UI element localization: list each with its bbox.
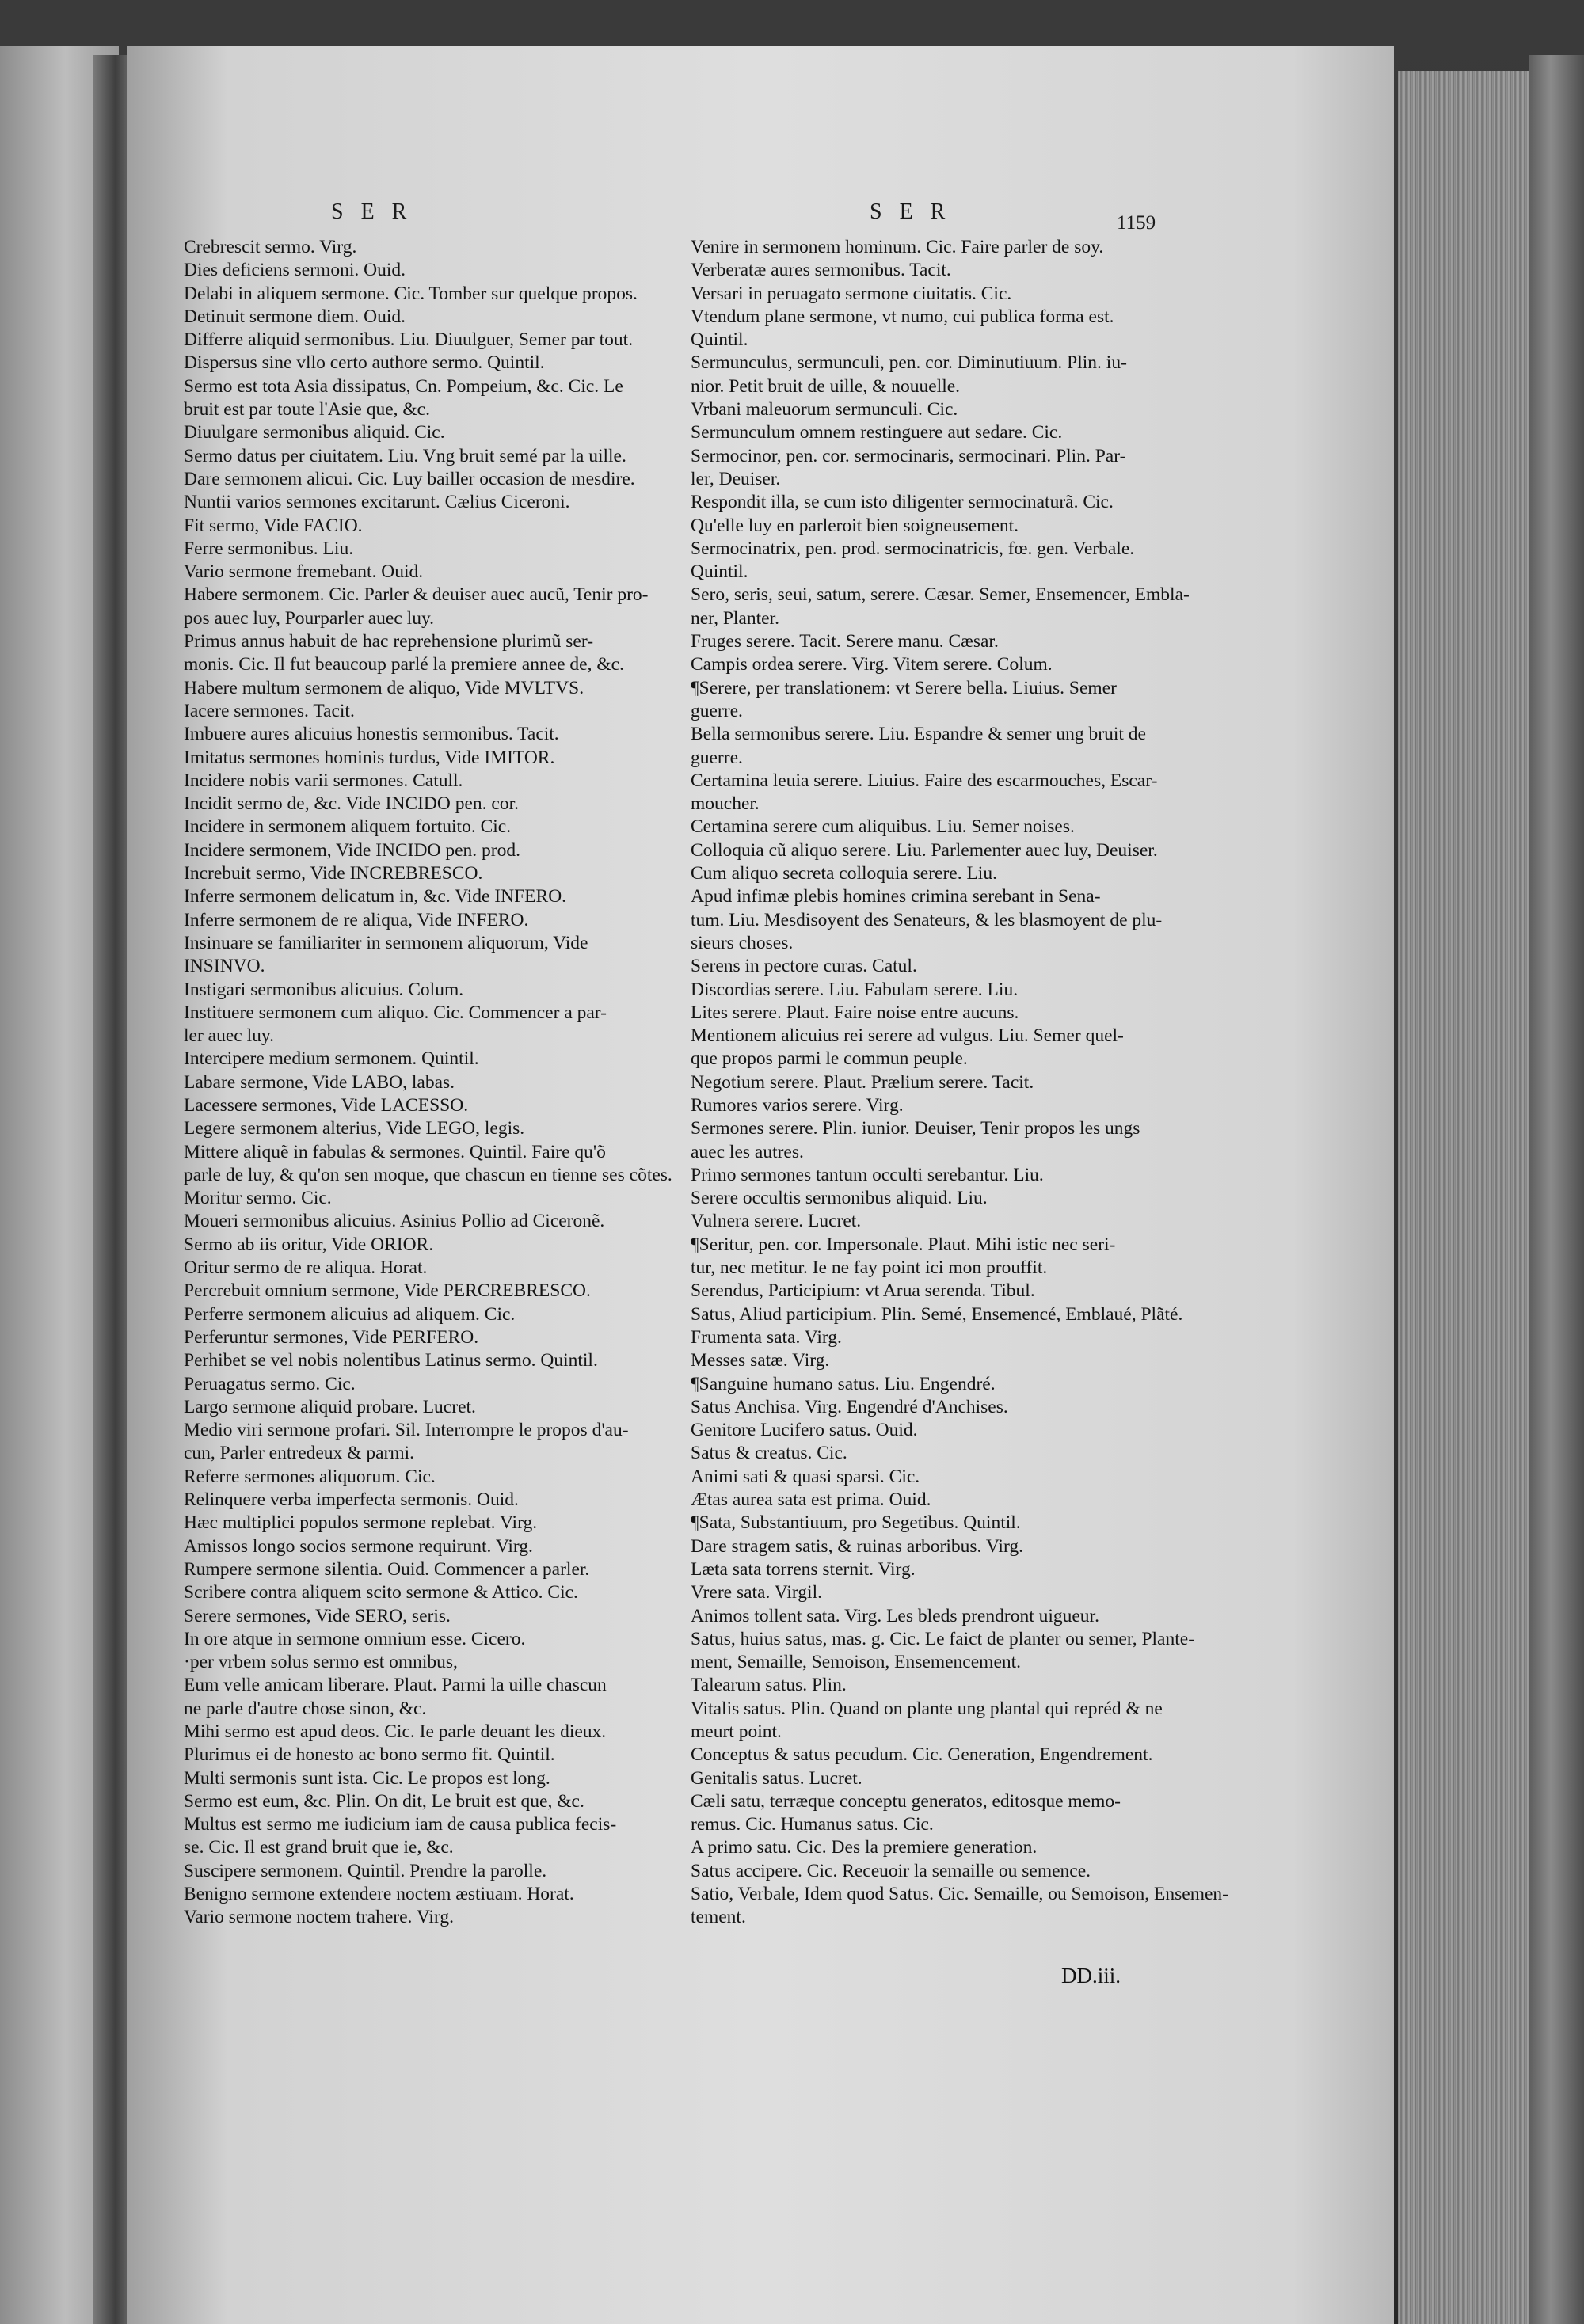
dictionary-line: Serens in pectore curas. Catul.: [691, 956, 917, 977]
dictionary-line: Conceptus & satus pecudum. Cic. Generation, Engendrement.: [691, 1744, 1153, 1766]
dictionary-line: Eum velle amicam liberare. Plaut. Parmi la uille chascun: [184, 1675, 607, 1696]
dictionary-line: Ferre sermonibus. Liu.: [184, 538, 354, 559]
dictionary-line: Moueri sermonibus alicuius. Asinius Pollio ad Ciceronẽ.: [184, 1211, 605, 1232]
dictionary-line: Medio viri sermone profari. Sil. Interrompre le propos d'au-: [184, 1420, 629, 1441]
signature-mark: DD.iii.: [1061, 1964, 1121, 1987]
dictionary-line: Perferre sermonem alicuius ad aliquem. Cic.: [184, 1303, 516, 1325]
dictionary-line: tum. Liu. Mesdisoyent des Senateurs, & les blasmoyent de plu-: [691, 909, 1163, 930]
dictionary-line: Vitalis satus. Plin. Quand on plante ung plantal qui repréd & ne: [691, 1698, 1163, 1719]
dictionary-line: ment, Semaille, Semoison, Ensemencement.: [691, 1652, 1022, 1673]
dictionary-line: Genitore Lucifero satus. Ouid.: [691, 1420, 918, 1441]
dictionary-line: Sermo est tota Asia dissipatus, Cn. Pompeium, &c. Cic. Le: [184, 375, 623, 397]
dictionary-line: Satus & creatus. Cic.: [691, 1443, 847, 1464]
dictionary-line: Percrebuit omnium sermone, Vide PERCREBRESCO.: [184, 1280, 591, 1302]
running-head-right: SER: [870, 200, 963, 224]
dictionary-line: Qu'elle luy en parleroit bien soigneusement.: [691, 515, 1019, 536]
dictionary-line: Serere sermones, Vide SERO, seris.: [184, 1605, 451, 1626]
dictionary-line: Primus annus habuit de hac reprehensione plurimũ ser-: [184, 631, 594, 652]
dictionary-line: Multus est sermo me iudicium iam de causa publica fecis-: [184, 1814, 617, 1835]
dictionary-line: Dies deficiens sermoni. Ouid.: [184, 260, 406, 281]
dictionary-line: Peruagatus sermo. Cic.: [184, 1373, 356, 1394]
dictionary-line: ler auec luy.: [184, 1025, 274, 1047]
dictionary-line: Mittere aliquẽ in fabulas & sermones. Quintil. Faire qu'õ: [184, 1141, 606, 1162]
left-column: [184, 236, 672, 1930]
dictionary-line: Iacere sermones. Tacit.: [184, 700, 355, 721]
dictionary-line: Sero, seris, seui, satum, serere. Cæsar. Semer, Ensemencer, Embla-: [691, 584, 1190, 606]
dictionary-line: Mentionem alicuius rei serere ad vulgus. Liu. Semer quel-: [691, 1025, 1124, 1047]
dictionary-line: Perferuntur sermones, Vide PERFERO.: [184, 1326, 479, 1348]
dictionary-line: Intercipere medium sermonem. Quintil.: [184, 1048, 479, 1070]
dictionary-line: Læta sata torrens sternit. Virg.: [691, 1558, 916, 1580]
dictionary-line: Inferre sermonem delicatum in, &c. Vide INFERO.: [184, 886, 567, 907]
dictionary-line: INSINVO.: [184, 956, 265, 977]
dictionary-line: Habere multum sermonem de aliquo, Vide MVLTVS.: [184, 677, 584, 698]
dictionary-line: moucher.: [691, 793, 760, 815]
dictionary-line: Habere sermonem. Cic. Parler & deuiser auec aucũ, Tenir pro-: [184, 584, 649, 606]
dictionary-line: Lites serere. Plaut. Faire noise entre aucuns.: [691, 1002, 1019, 1023]
dictionary-line: Hæc multiplici populos sermone replebat. Virg.: [184, 1512, 538, 1534]
dictionary-line: ne parle d'autre chose sinon, &c.: [184, 1698, 427, 1719]
dictionary-line: Fit sermo, Vide FACIO.: [184, 515, 363, 536]
dictionary-line: Animos tollent sata. Virg. Les bleds prendront uigueur.: [691, 1605, 1099, 1626]
dictionary-line: Benigno sermone extendere noctem æstiuam. Horat.: [184, 1884, 574, 1905]
dictionary-line: Serendus, Participium: vt Arua serenda. Tibul.: [691, 1280, 1035, 1302]
dictionary-line: Vario sermone fremebant. Ouid.: [184, 561, 424, 583]
dictionary-line: Satus, Aliud participium. Plin. Semé, Ensemencé, Emblaué, Plãté.: [691, 1303, 1183, 1325]
dictionary-line: pos auec luy, Pourparler auec luy.: [184, 607, 435, 629]
dictionary-line: Genitalis satus. Lucret.: [691, 1767, 862, 1789]
running-head-left: SER: [331, 200, 425, 224]
dictionary-line: Dispersus sine vllo certo authore sermo. Quintil.: [184, 352, 545, 374]
dictionary-line: Talearum satus. Plin.: [691, 1675, 847, 1696]
dictionary-line: Imitatus sermones hominis turdus, Vide IMITOR.: [184, 747, 555, 768]
dictionary-line: Cum aliquo secreta colloquia serere. Liu.: [691, 863, 997, 884]
dictionary-line: Perhibet se vel nobis nolentibus Latinus sermo. Quintil.: [184, 1350, 598, 1371]
dictionary-line: se. Cic. Il est grand bruit que ie, &c.: [184, 1837, 454, 1858]
dictionary-line: sieurs choses.: [691, 932, 794, 953]
dictionary-line: ler, Deuiser.: [691, 468, 781, 489]
dictionary-line: Quintil.: [691, 561, 748, 583]
dictionary-line: Frumenta sata. Virg.: [691, 1326, 842, 1348]
page-number: 1159: [1117, 212, 1156, 234]
dictionary-line: Sermones serere. Plin. iunior. Deuiser, Tenir propos les ungs: [691, 1118, 1140, 1139]
dictionary-line: Negotium serere. Plaut. Prælium serere. Tacit.: [691, 1071, 1034, 1093]
dictionary-line: Legere sermonem alterius, Vide LEGO, legis.: [184, 1118, 525, 1139]
dictionary-line: nior. Petit bruit de uille, & nouuelle.: [691, 375, 961, 397]
dictionary-line: Certamina leuia serere. Liuius. Faire des escarmouches, Escar-: [691, 770, 1158, 791]
dictionary-line: Quintil.: [691, 329, 748, 351]
dictionary-line: Instituere sermonem cum aliquo. Cic. Commencer a par-: [184, 1002, 607, 1023]
dictionary-line: Sermo datus per ciuitatem. Liu. Vng bruit semé par la uille.: [184, 445, 626, 466]
dictionary-line: Colloquia cũ aliquo serere. Liu. Parlementer auec luy, Deuiser.: [691, 839, 1158, 861]
dictionary-line: bruit est par toute l'Asie que, &c.: [184, 399, 430, 420]
dictionary-line: Satio, Verbale, Idem quod Satus. Cic. Semaille, ou Semoison, Ensemen-: [691, 1884, 1229, 1905]
dictionary-line: Vulnera serere. Lucret.: [691, 1211, 862, 1232]
dictionary-line: Differre aliquid sermonibus. Liu. Diuulguer, Semer par tout.: [184, 329, 634, 351]
dictionary-line: Vrbani maleuorum sermunculi. Cic.: [691, 399, 958, 420]
dictionary-line: Sermunculum omnem restinguere aut sedare. Cic.: [691, 422, 1063, 443]
dictionary-line: Imbuere aures alicuius honestis sermonibus. Tacit.: [184, 724, 559, 745]
dictionary-line: Venire in sermonem hominum. Cic. Faire parler de soy.: [691, 237, 1104, 257]
dictionary-line: Respondit illa, se cum isto diligenter sermocinaturã. Cic.: [691, 492, 1114, 513]
dictionary-line: Sermo est eum, &c. Plin. On dit, Le bruit est que, &c.: [184, 1790, 584, 1812]
dictionary-line: Discordias serere. Liu. Fabulam serere. Liu.: [691, 979, 1019, 1000]
dictionary-line: Sermunculus, sermunculi, pen. cor. Diminutiuum. Plin. iu-: [691, 352, 1127, 374]
right-column: [691, 236, 1229, 1930]
dictionary-line: Oritur sermo de re aliqua. Horat.: [184, 1257, 428, 1279]
dictionary-line: Increbuit sermo, Vide INCREBRESCO.: [184, 863, 483, 884]
dictionary-line: Fruges serere. Tacit. Serere manu. Cæsar.: [691, 631, 999, 652]
dictionary-line: Labare sermone, Vide LABO, labas.: [184, 1071, 455, 1093]
dictionary-line: Mihi sermo est apud deos. Cic. Ie parle deuant les dieux.: [184, 1721, 607, 1742]
dictionary-line: Insinuare se familiariter in sermonem aliquorum, Vide: [184, 932, 588, 953]
dictionary-line: Diuulgare sermonibus aliquid. Cic.: [184, 422, 445, 443]
dictionary-line: Crebrescit sermo. Virg.: [184, 237, 357, 257]
book-cover-board: [1529, 55, 1584, 2324]
dictionary-line: Suscipere sermonem. Quintil. Prendre la parolle.: [184, 1860, 547, 1881]
dictionary-line: ¶Seritur, pen. cor. Impersonale. Plaut. Mihi istic nec seri-: [691, 1234, 1116, 1255]
dictionary-line: Messes satæ. Virg.: [691, 1350, 830, 1371]
dictionary-line: Dare sermonem alicui. Cic. Luy bailler occasion de mesdire.: [184, 468, 635, 489]
dictionary-line: Vtendum plane sermone, vt numo, cui publica forma est.: [691, 306, 1114, 327]
dictionary-line: que propos parmi le commun peuple.: [691, 1048, 968, 1070]
dictionary-line: Sermocinatrix, pen. prod. sermocinatricis, fœ. gen. Verbale.: [691, 538, 1135, 559]
dictionary-line: ¶Serere, per translationem: vt Serere bella. Liuius. Semer: [691, 677, 1117, 698]
dictionary-line: ner, Planter.: [691, 607, 779, 629]
dictionary-line: cun, Parler entredeux & parmi.: [184, 1443, 415, 1464]
dictionary-line: Instigari sermonibus alicuius. Colum.: [184, 979, 464, 1000]
dictionary-line: Vrere sata. Virgil.: [691, 1582, 822, 1603]
dictionary-line: Campis ordea serere. Virg. Vitem serere. Colum.: [691, 654, 1053, 675]
dictionary-line: Rumpere sermone silentia. Ouid. Commencer a parler.: [184, 1558, 590, 1580]
dictionary-line: Sermocinor, pen. cor. sermocinaris, sermocinari. Plin. Par-: [691, 445, 1126, 466]
dictionary-line: Cæli satu, terræque conceptu generatos, editosque memo-: [691, 1790, 1121, 1812]
dictionary-line: Versari in peruagato sermone ciuitatis. Cic.: [691, 283, 1012, 304]
dictionary-line: Animi sati & quasi sparsi. Cic.: [691, 1466, 920, 1487]
dictionary-line: Satus, huius satus, mas. g. Cic. Le faict de planter ou semer, Plante-: [691, 1628, 1195, 1649]
dictionary-line: Referre sermones aliquorum. Cic.: [184, 1466, 436, 1487]
dictionary-line: Verberatæ aures sermonibus. Tacit.: [691, 260, 951, 281]
dictionary-line: Amissos longo socios sermone requirunt. Virg.: [184, 1535, 533, 1557]
dictionary-line: parle de luy, & qu'on sen moque, que chascun en tienne ses cõtes.: [184, 1164, 672, 1185]
dictionary-line: ¶Sanguine humano satus. Liu. Engendré.: [691, 1373, 996, 1394]
dictionary-line: Incidere in sermonem aliquem fortuito. Cic.: [184, 816, 512, 838]
dictionary-line: Moritur sermo. Cic.: [184, 1188, 332, 1209]
dictionary-line: Satus accipere. Cic. Receuoir la semaille ou semence.: [691, 1860, 1091, 1881]
dictionary-line: Sermo ab iis oritur, Vide ORIOR.: [184, 1234, 434, 1255]
dictionary-line: In ore atque in sermone omnium esse. Cicero.: [184, 1628, 526, 1649]
dictionary-line: Primo sermones tantum occulti serebantur. Liu.: [691, 1164, 1044, 1185]
dictionary-line: Incidere sermonem, Vide INCIDO pen. prod.: [184, 839, 520, 861]
dictionary-line: Serere occultis sermonibus aliquid. Liu.: [691, 1188, 988, 1209]
dictionary-line: Incidere nobis varii sermones. Catull.: [184, 770, 463, 791]
dictionary-line: Relinquere verba imperfecta sermonis. Ouid.: [184, 1489, 519, 1511]
dictionary-line: ¶Sata, Substantiuum, pro Segetibus. Quintil.: [691, 1512, 1021, 1534]
dictionary-line: guerre.: [691, 747, 743, 768]
dictionary-line: Ætas aurea sata est prima. Ouid.: [691, 1489, 931, 1511]
dictionary-line: Inferre sermonem de re aliqua, Vide INFERO.: [184, 909, 529, 930]
dictionary-line: Detinuit sermone diem. Ouid.: [184, 306, 406, 327]
dictionary-line: Scribere contra aliquem scito sermone & Attico. Cic.: [184, 1582, 578, 1603]
dictionary-line: monis. Cic. Il fut beaucoup parlé la premiere annee de, &c.: [184, 654, 624, 675]
dictionary-line: Certamina serere cum aliquibus. Liu. Semer noises.: [691, 816, 1075, 838]
dictionary-line: ·per vrbem solus sermo est omnibus,: [184, 1652, 458, 1673]
dictionary-line: Rumores varios serere. Virg.: [691, 1094, 904, 1116]
dictionary-line: Satus Anchisa. Virg. Engendré d'Anchises.: [691, 1396, 1008, 1417]
dictionary-line: Nuntii varios sermones excitarunt. Cælius Ciceroni.: [184, 492, 570, 513]
dictionary-line: Largo sermone aliquid probare. Lucret.: [184, 1396, 476, 1417]
dictionary-line: Multi sermonis sunt ista. Cic. Le propos est long.: [184, 1767, 550, 1789]
dictionary-line: auec les autres.: [691, 1141, 804, 1162]
dictionary-line: Incidit sermo de, &c. Vide INCIDO pen. cor.: [184, 793, 520, 815]
dictionary-line: meurt point.: [691, 1721, 782, 1742]
dictionary-line: Bella sermonibus serere. Liu. Espandre & semer ung bruit de: [691, 724, 1146, 745]
dictionary-line: Apud infimæ plebis homines crimina serebant in Sena-: [691, 886, 1101, 907]
dictionary-line: tur, nec metitur. Ie ne fay point ici mon prouffit.: [691, 1257, 1048, 1279]
dictionary-line: tement.: [691, 1907, 746, 1928]
dictionary-line: Lacessere sermones, Vide LACESSO.: [184, 1094, 469, 1116]
dictionary-line: remus. Cic. Humanus satus. Cic.: [691, 1814, 934, 1835]
dictionary-line: guerre.: [691, 700, 743, 721]
dictionary-line: Dare stragem satis, & ruinas arboribus. Virg.: [691, 1535, 1023, 1557]
dictionary-line: Delabi in aliquem sermone. Cic. Tomber sur quelque propos.: [184, 283, 638, 304]
dictionary-line: A primo satu. Cic. Des la premiere generation.: [691, 1837, 1038, 1858]
dictionary-line: Vario sermone noctem trahere. Virg.: [184, 1907, 454, 1928]
dictionary-line: Plurimus ei de honesto ac bono sermo fit. Quintil.: [184, 1744, 555, 1766]
